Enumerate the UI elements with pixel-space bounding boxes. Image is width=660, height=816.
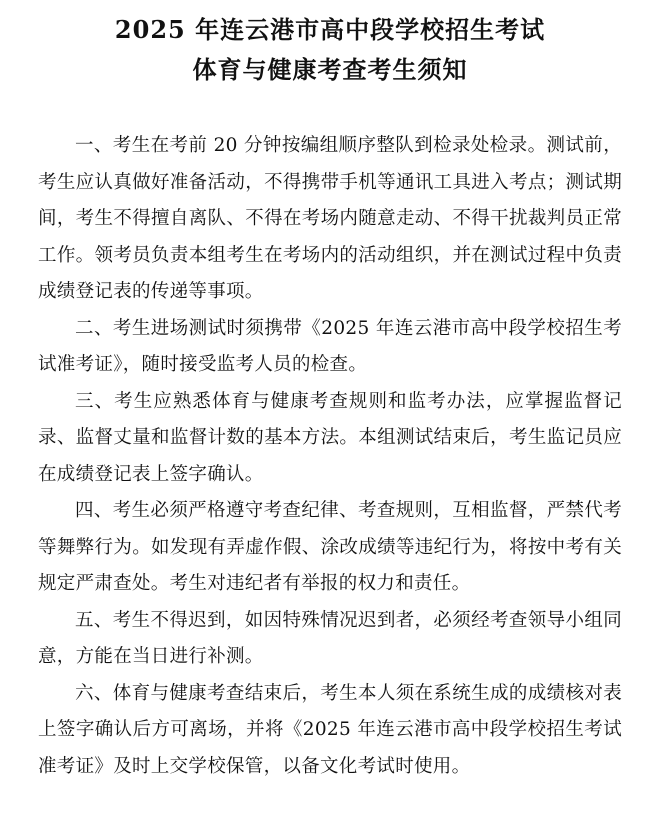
paragraph-5: 五、考生不得迟到，如因特殊情况迟到者，必须经考查领导小组同意，方能在当日进行补测。 xyxy=(38,609,622,667)
paragraph-1: 一、考生在考前 20 分钟按编组顺序整队到检录处检录。测试前，考生应认真做好准备活动，不得携带手机等通讯工具进入考点；测试期间，考生不得擅自离队、不得在考场内随意走动、不得干扰裁判员正常工作。领考员负责本组考生在考场内的活动组织，并在测试过程中负责成绩登记表的传递等事项。 xyxy=(38,135,622,302)
document-title-line-2: 体育与健康考查考生须知 xyxy=(192,55,468,84)
document-body xyxy=(38,128,622,785)
paragraph-6: 六、体育与健康考查结束后，考生本人须在系统生成的成绩核对表上签字确认后方可离场，并将《2025 年连云港市高中段学校招生考试准考证》及时上交学校保管，以备文化考试时使用。 xyxy=(38,682,622,777)
paragraph-3: 三、考生应熟悉体育与健康考查规则和监考办法，应掌握监督记录、监督丈量和监督计数的基本方法。本组测试结束后，考生监记员应在成绩登记表上签字确认。 xyxy=(38,390,622,485)
paragraph-4: 四、考生必须严格遵守考查纪律、考查规则，互相监督，严禁代考等舞弊行为。如发现有弄虚作假、涂改成绩等违纪行为，将按中考有关规定严肃查处。考生对违纪者有举报的权力和责任。 xyxy=(38,500,622,594)
document-title-line-1: 2025 年连云港市高中段学校招生考试 xyxy=(114,15,546,44)
paragraph-2: 二、考生进场测试时须携带《2025 年连云港市高中段学校招生考试准考证》，随时接受监考人员的检查。 xyxy=(38,317,622,375)
